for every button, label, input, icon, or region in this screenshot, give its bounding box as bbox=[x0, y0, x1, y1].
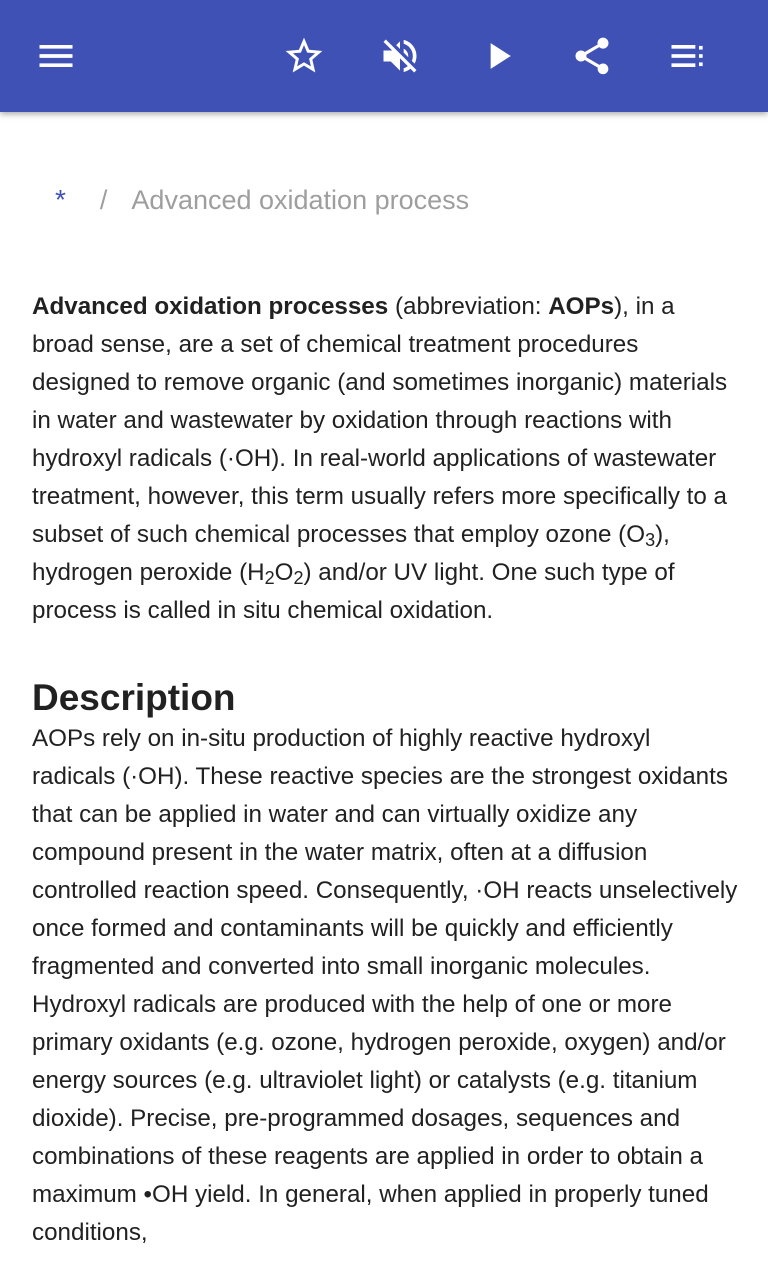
intro-text-3: ), hydrogen peroxide (H bbox=[32, 521, 670, 586]
share-button[interactable] bbox=[564, 28, 620, 84]
breadcrumb bbox=[55, 180, 469, 220]
oxygen-subscript: 2 bbox=[293, 568, 304, 588]
intro-text-5: ) and/or UV light. One such type of process is called in situ chemical oxidation. bbox=[32, 559, 675, 624]
menu-button[interactable] bbox=[28, 28, 84, 84]
share-icon bbox=[570, 34, 614, 78]
intro-abbreviation: AOPs bbox=[548, 293, 615, 320]
breadcrumb-home-link[interactable]: * bbox=[55, 184, 66, 215]
intro-text-1: (abbreviation: bbox=[388, 293, 549, 320]
mute-button[interactable] bbox=[372, 28, 428, 84]
intro-text-4: O bbox=[274, 559, 294, 586]
star-icon bbox=[282, 34, 326, 78]
intro-paragraph bbox=[32, 288, 740, 630]
app-bar bbox=[0, 0, 768, 112]
ozone-subscript: 3 bbox=[645, 530, 656, 550]
intro-term: Advanced oxidation processes bbox=[32, 293, 389, 320]
description-paragraph: AOPs rely on in-situ production of highly reactive hydroxyl radicals (·OH). These reactive species are the strongest oxidants that can be applied in water and can virtually oxidize any compound present in the water matrix, often at a diffusion controlled reaction speed. Consequently, ·OH reacts unselectively once formed and contaminants will be quickly and efficiently fragmented and converted into small inorganic molecules. Hydroxyl radicals are produced with the help of one or more primary oxidants (e.g. ozone, hydrogen peroxide, oxygen) and/or energy sources (e.g. ultraviolet light) or catalysts (e.g. titanium dioxide). Precise, pre-programmed dosages, sequences and combinations of these reagents are applied in order to obtain a maximum •OH yield. In general, when applied in properly tuned conditions, bbox=[32, 725, 738, 1246]
section-heading-description: Description bbox=[32, 677, 236, 718]
intro-text-2: ), in a broad sense, are a set of chemical treatment procedures designed to remove organic (and sometimes inorganic) materials in water and wastewater by oxidation through reactions with hydroxyl radicals (·OH). In real-world applications of wastewater treatment, however, this term usually refers more specifically to a subset of such chemical processes that employ ozone (O bbox=[32, 293, 728, 548]
menu-icon bbox=[34, 34, 78, 78]
play-icon bbox=[476, 34, 520, 78]
play-button[interactable] bbox=[470, 28, 526, 84]
playlist-icon bbox=[666, 34, 710, 78]
volume-off-icon bbox=[378, 34, 422, 78]
article-body bbox=[32, 288, 740, 1252]
breadcrumb-separator: / bbox=[99, 184, 108, 215]
contents-button[interactable] bbox=[660, 28, 716, 84]
breadcrumb-current: Advanced oxidation process bbox=[131, 184, 470, 215]
hydrogen-subscript: 2 bbox=[264, 568, 275, 588]
favorite-button[interactable] bbox=[276, 28, 332, 84]
